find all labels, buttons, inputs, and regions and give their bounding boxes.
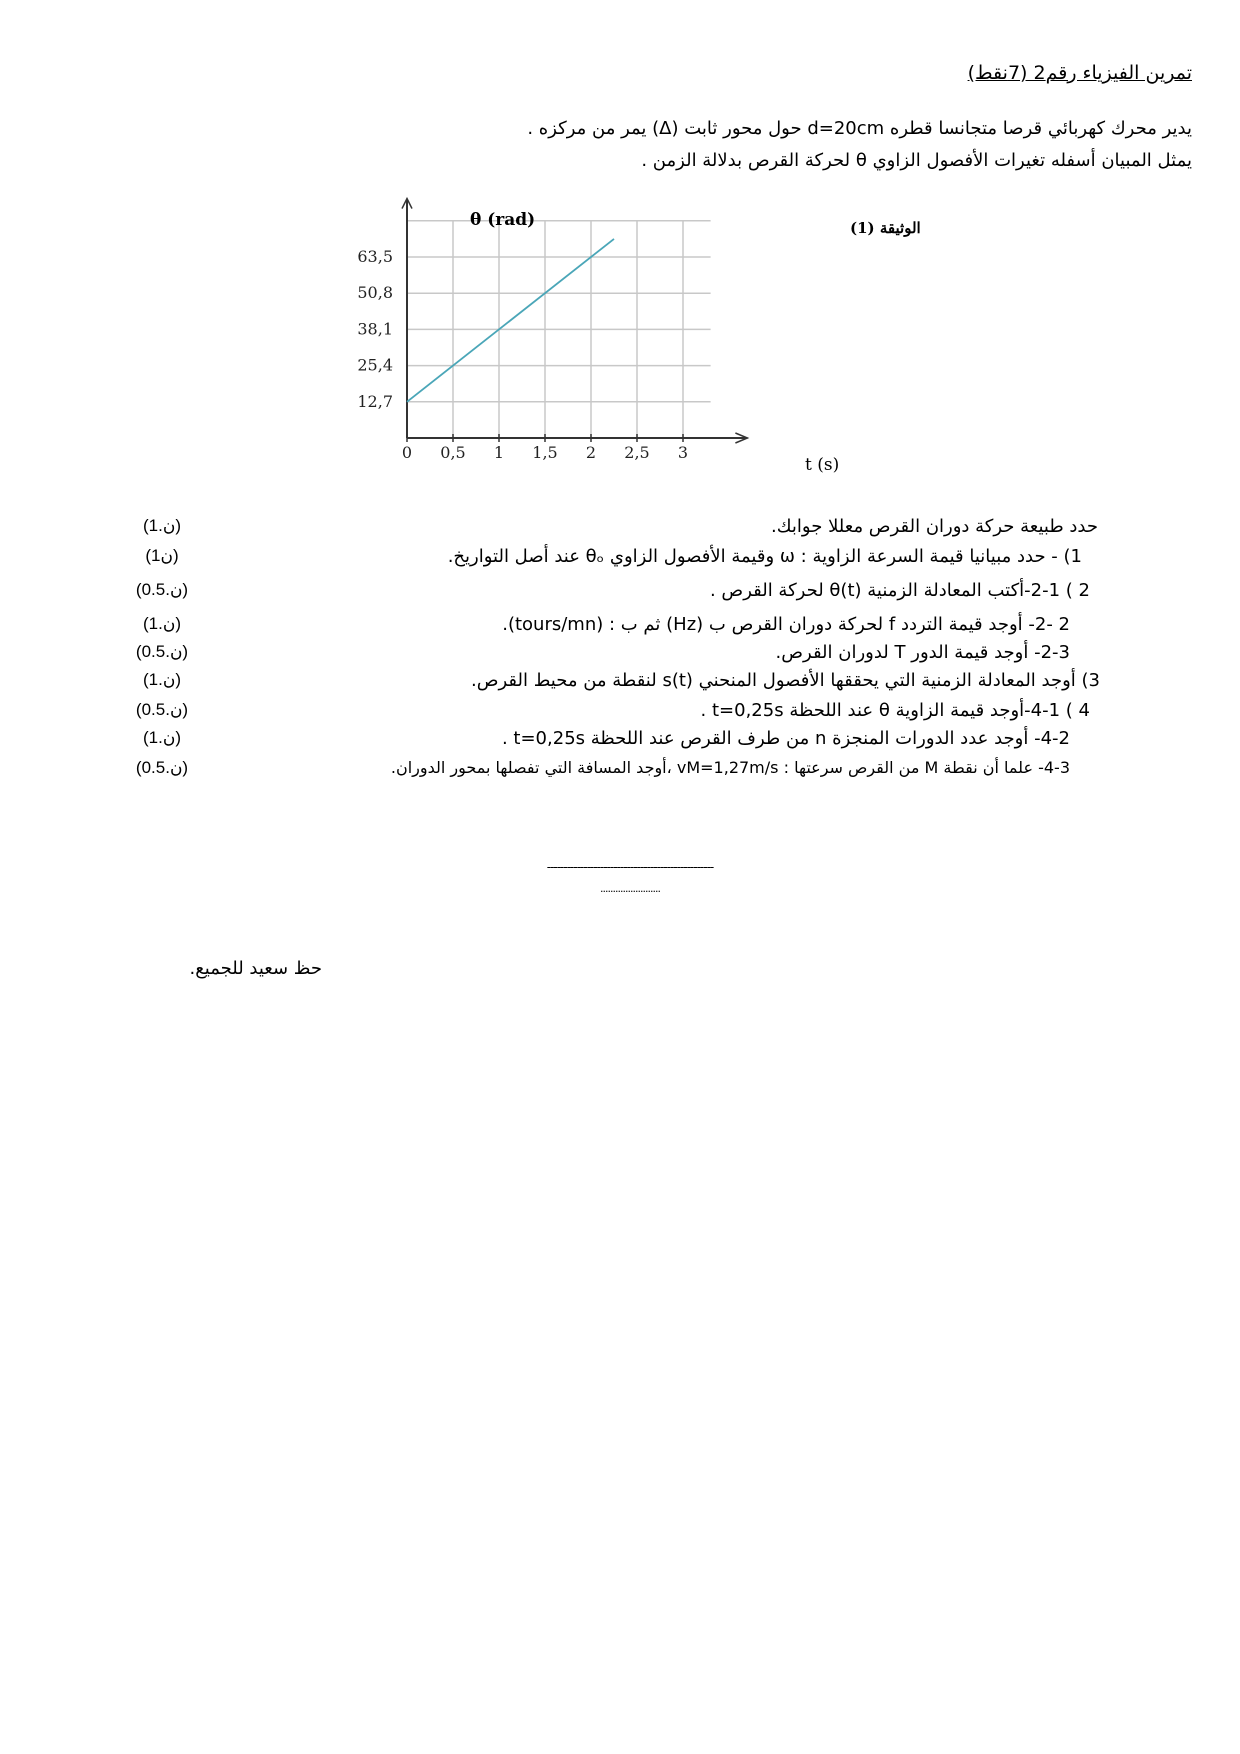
chart-grid xyxy=(407,221,711,438)
question-2-3: 2-3- أوجد قيمة الدور T لدوران القرص. xyxy=(775,642,1070,663)
y-tick-label: 12,7 xyxy=(357,391,393,411)
x-tick-label: 2 xyxy=(585,443,597,462)
question-4-2: 4-2- أوجد عدد الدورات المنجزة n من طرف القرص عند اللحظة t=0,25s . xyxy=(501,728,1070,749)
y-tick-label: 25,4 xyxy=(357,355,393,375)
points-3: (1.ن) xyxy=(143,670,181,689)
x-tick-label: 1 xyxy=(493,443,505,462)
x-tick-label: 0,5 xyxy=(440,443,466,462)
x-tick-label: 3 xyxy=(677,443,689,462)
question-2-2: 2 -2- أوجد قيمة التردد f لحركة دوران القرص ب (Hz) ثم ب : (tours/mn). xyxy=(502,614,1070,635)
points-2-2: (1.ن) xyxy=(143,614,181,633)
closing-message: حظ سعيد للجميع. xyxy=(189,958,322,979)
x-tick-label: 0 xyxy=(401,443,413,462)
points-1: (1ن) xyxy=(145,546,179,565)
separator-line: -------------------------------------------------- xyxy=(546,860,714,874)
points-2-1: (0.5.ن) xyxy=(135,580,189,599)
y-axis-label: θ (rad) xyxy=(470,210,536,230)
series-line-theta xyxy=(407,239,614,402)
question-4-3: 4-3- علما أن نقطة M من القرص سرعتها : vM=1,27m/s ،أوجد المسافة التي تفصلها بمحور الدوران. xyxy=(390,758,1070,777)
y-tick-label: 63,5 xyxy=(357,247,393,266)
intro-line-2: يمثل المبيان أسفله تغيرات الأفصول الزاوي θ لحركة القرص بدلالة الزمن . xyxy=(641,150,1192,171)
question-nature: حدد طبيعة حركة دوران القرص معللا جوابك. xyxy=(771,516,1098,537)
x-tick-label: 2,5 xyxy=(624,443,650,462)
x-tick-label: 1,5 xyxy=(532,443,558,462)
chart-series xyxy=(407,239,614,402)
document-label: الوثيقة (1) xyxy=(850,219,921,237)
question-3: 3) أوجد المعادلة الزمنية التي يحققها الأفصول المنحني s(t) لنقطة من محيط القرص. xyxy=(470,670,1100,691)
question-1: 1) - حدد مبيانيا قيمة السرعة الزاوية : ω وقيمة الأفصول الزاوي θₒ عند أصل التواريخ. xyxy=(447,546,1082,567)
question-2-1: 2 ) 2-1-أكتب المعادلة الزمنية θ(t) لحركة القرص . xyxy=(709,580,1090,601)
points-4-1: (0.5.ن) xyxy=(135,700,189,719)
question-4-1: 4 ) 4-1-أوجد قيمة الزاوية θ عند اللحظة t=0,25s . xyxy=(700,700,1090,721)
theta-vs-time-chart xyxy=(357,205,921,505)
separator-dots: ........................ xyxy=(600,882,660,895)
y-tick-label: 38,1 xyxy=(357,319,393,339)
x-axis-label: t (s) xyxy=(805,455,840,475)
points-2-3: (0.5.ن) xyxy=(135,642,189,661)
chart-axes xyxy=(402,199,747,443)
y-tick-label: 50,8 xyxy=(357,283,393,303)
intro-line-1: يدير محرك كهربائي قرصا متجانسا قطره d=20cm حول محور ثابت (Δ) يمر من مركزه . xyxy=(527,118,1192,139)
exercise-title: تمرين الفيزياء رقم2 (7نقط) xyxy=(967,62,1192,84)
points-4-3: (0.5.ن) xyxy=(135,758,189,777)
points-4-2: (1.ن) xyxy=(143,728,181,747)
points-nature: (1.ن) xyxy=(143,516,181,535)
